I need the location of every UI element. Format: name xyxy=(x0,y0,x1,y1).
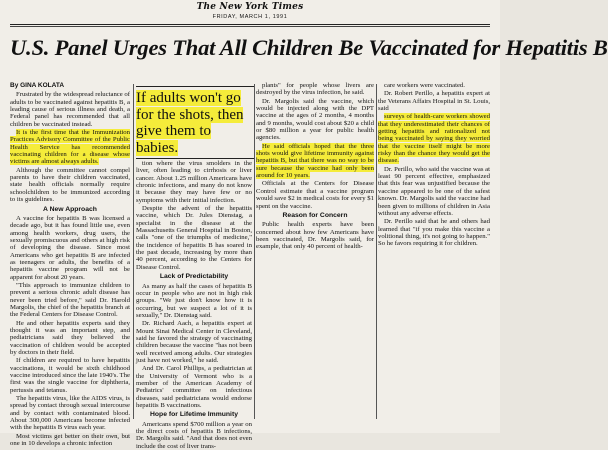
paragraph: As many as half the cases of hepatitis B occur in people who are not in high risk groups. "We just don't know how it is occurring, but we suspect a lot of it is sexually," Dr. Dienstag said. xyxy=(136,282,252,319)
subheading: Lack of Predictability xyxy=(159,273,229,281)
paragraph: And Dr. Carol Phillips, a pediatrician at the University of Vermont who is a member of the American Academy of Pediatrics' committee on infectious diseases, said pediatricians would endorse hepatitis B vaccinations. xyxy=(136,365,252,409)
highlighted-text: It is the first time that the Immunization Practices Advisory Committee of the Public Health Service has recommended vaccinating children for a disease whose victims are almost always adults. xyxy=(10,129,130,166)
paragraph: A vaccine for hepatitis B was licensed a decade ago, but it has found little use, even among health workers, drug users, the sexually promiscuous and others at high risk of developing the disease. Since most Americans who get hepatitis B are infected as teenagers or adults, the benefits of a hepatitis vaccine program will not be apparent for about 20 years. xyxy=(10,214,130,281)
masthead-rule xyxy=(10,24,490,25)
paragraph: Most victims get better on their own, but one in 10 develops a chronic infection xyxy=(10,432,130,448)
column-divider xyxy=(254,84,255,419)
subheading: Reason for Concern xyxy=(282,211,348,219)
paragraph: The hepatitis virus, like the AIDS virus, is spread by contact through sexual intercourse and by contact with contaminated blood. About 300,000 Americans become infected with the hepatitis B virus each year. xyxy=(10,395,130,432)
paragraph: Dr. Perillo, who said the vaccine was at least 90 percent effective, emphasized that this fear was unjustified because the vaccine appeared to be one of the safest known. Dr. Margolis said the vaccine had been given to millions of children in Asia without any adverse effects. xyxy=(378,165,490,217)
paragraph: care workers were vaccinated. xyxy=(384,82,465,89)
headline: U.S. Panel Urges That All Children Be Vaccinated for Hepatitis B xyxy=(10,35,608,60)
column-divider xyxy=(376,84,377,419)
masthead-rule-thin xyxy=(10,26,490,27)
byline: By GINA KOLATA xyxy=(10,82,65,89)
article-column-4 xyxy=(378,82,490,422)
paragraph: Dr. Robert Perillo, a hepatitis expert at the Veterans Affairs Hospital in St. Louis, said xyxy=(378,90,490,113)
column-divider xyxy=(133,84,134,419)
pull-quote xyxy=(136,86,254,159)
paragraph: tion where the virus smolders in the liver, often leading to cirrhosis or liver cancer. About 1.25 million Americans have chronic infections, and many do not know it because they may have few or no symptoms with their initial infection. xyxy=(136,160,252,204)
paragraph: If children are required to have hepatitis vaccinations, it would be sixth childhood vaccine introduced since the late 1940's. The first was the single vaccine for diphtheria, pertussis and tetanus. xyxy=(10,357,130,394)
paragraph xyxy=(378,113,490,164)
paragraph: plants" for people whose livers are destroyed by the virus infection, he said. xyxy=(256,82,374,97)
paragraph xyxy=(256,143,374,180)
paragraph: Americans spend $700 million a year on the direct costs of hepatitis B infections, Dr. Margolis said. "And that does not even include the cost of liver trans- xyxy=(136,420,252,450)
paragraph: Dr. Richard Aach, a hepatitis expert at Mount Sinai Medical Center in Cleveland, said he favored the strategy of vaccinating children because the vaccine "has not been well received among adults. Our strategies just have not worked," he said. xyxy=(136,320,252,364)
article-column-1 xyxy=(10,82,130,448)
paragraph: Although the committee cannot compel parents to have their children vaccinated, state health officials normally require schoolchildren to be immunized according to its guidelines. xyxy=(10,166,130,204)
article-column-2 xyxy=(136,160,252,450)
masthead xyxy=(0,0,500,26)
subheading: A New Approach xyxy=(43,205,97,213)
pull-quote-text: If adults won't go for the shots, then give them to babies. xyxy=(136,90,244,156)
paper-name: The New York Times xyxy=(196,2,304,12)
paragraph: Dr. Perillo said that he and others had learned that "if you make this vaccine a volitional thing, it's not going to happen." So he favors requiring it for children. xyxy=(378,218,490,248)
paragraph xyxy=(10,129,130,166)
paragraph: Despite the advent of the hepatitis vaccine, which Dr. Jules Dienstag, a specialist in the disease at the Massachusetts General Hospital in Boston, calls "one of the triumphs of medicine," the incidence of hepatitis B has soared in the past decade, increasing by more than 40 percent, according to the Centers for Disease Control. xyxy=(136,205,252,271)
paragraph: "This approach to immunize children to prevent a serious chronic adult disease has never been tried before," said Dr. Harold Margolis, the chief of the hepatitis branch at the Federal Centers for Disease Control. xyxy=(10,281,130,319)
paragraph: Public health experts have been concerned about how few Americans have been vaccinated, Dr. Margolis said, for example, that only 40 percent of health- xyxy=(256,221,374,251)
dateline: FRIDAY, MARCH 1, 1991 xyxy=(212,14,288,20)
highlighted-text: surveys of health-care workers showed that they underestimated their chances of getting hepatitis and rationalized not being vaccinated by saying they worried that the vaccine itself might be more risky than the chance they would get the disease. xyxy=(378,113,490,165)
article-column-3 xyxy=(256,82,374,422)
subheading: Hope for Lifetime Immunity xyxy=(150,411,238,419)
paragraph: Dr. Margolis said the vaccine, which would be injected along with the DPT vaccine at the ages of 2 months, 4 months and 9 months, would cost about $20 a child or $80 million a year for public health agencies. xyxy=(256,97,374,142)
highlighted-text: He said officials hoped that the three shots would give lifetime immunity against hepatitis B, but that there was no way to be sure because the vaccine had only been around for 10 years. xyxy=(256,142,374,180)
paragraph: Frustrated by the widespread reluctance of adults to be vaccinated against hepatitis B, a leading cause of serious illness and death, a Federal panel has recommended that all children be vaccinated instead. xyxy=(10,91,130,128)
paragraph: Officials at the Centers for Disease Control estimate that a vaccine program would save $2 in medical costs for every $1 spent on the vaccine. xyxy=(256,180,374,210)
paragraph: He and other hepatitis experts said they thought it was an important step, and pediatricians said they believed the vaccination of children would be accepted by doctors in their field. xyxy=(10,319,130,357)
